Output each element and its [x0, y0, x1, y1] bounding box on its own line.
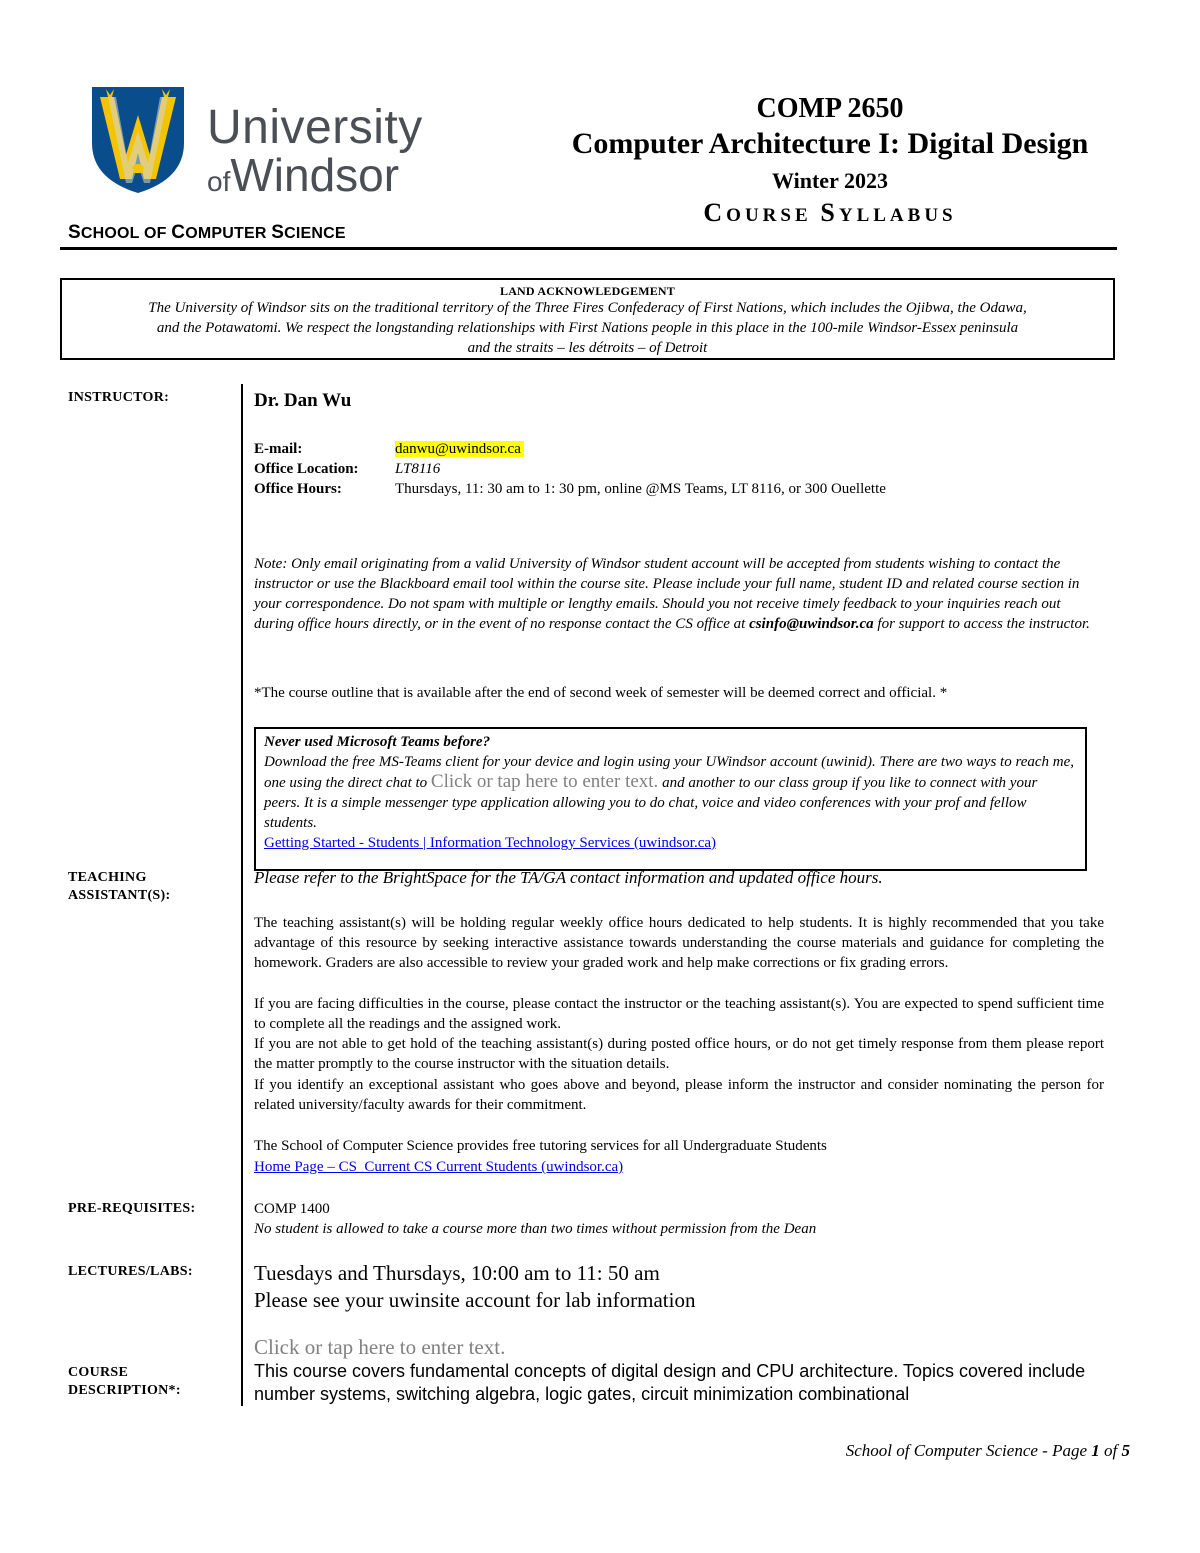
page-footer: School of Computer Science - Page 1 of 5	[845, 1441, 1130, 1460]
ms-teams-text: Download the free MS-Teams client for your device and login using your UWindsor account (uwinid). There are two ways to reach me, one using the direct chat to Click or tap here to enter text. and another to our class group if you like to connect with your peers. It is a simple messenger type application allowing you to do chat, voice and video conferences with your prof and fellow students.	[264, 754, 1075, 831]
ta-intro: Please refer to the BrightSpace for the TA/GA contact information and updated office hours.	[254, 868, 883, 887]
course-description: This course covers fundamental concepts of digital design and CPU architecture. Topics covered include number systems, switching algebra, logic gates, circuit minimization combinational	[254, 1361, 1086, 1404]
ta-paragraph-3: If you are not able to get hold of the teaching assistant(s) during posted office hours, or do not get timely response from them please report the matter promptly to the course instructor with the situation details.	[254, 1036, 1104, 1072]
instructor-email-row	[254, 439, 524, 459]
course-code: COMP 2650	[756, 93, 904, 124]
office-hours: Thursdays, 11: 30 am to 1: 30 pm, online @MS Teams, LT 8116, or 300 Ouellette	[395, 481, 886, 497]
university-shield-icon	[88, 83, 188, 195]
instructor-name: Dr. Dan Wu	[254, 390, 352, 411]
current-page: 1	[1091, 1441, 1100, 1460]
land-acknowledgement-box	[60, 278, 1115, 360]
lecture-schedule: Tuesdays and Thursdays, 10:00 am to 11: 50 am	[254, 1261, 660, 1285]
prereq-note: No student is allowed to take a course more than two times without permission from the Dean	[254, 1221, 817, 1237]
direct-chat-placeholder[interactable]: Click or tap here to enter text.	[430, 771, 659, 792]
ms-teams-title: Never used Microsoft Teams before?	[264, 734, 491, 750]
office-location-label: Office Location:	[254, 461, 359, 477]
total-pages: 5	[1121, 1441, 1130, 1460]
office-hours-label: Office Hours:	[254, 481, 342, 497]
tutoring-services-text: The School of Computer Science provides free tutoring services for all Undergraduate Students	[254, 1138, 827, 1154]
email-policy-note: Note: Only email originating from a valid University of Windsor student account will be accepted from students wishing to contact the instructor or use the Blackboard email tool within the course site. Please include your full name, student ID and related course section in your correspondence. Do not spam with multiple or lengthy emails. Should you not receive timely feedback to your inquiries reach out during office hours directly, or in the event of no response contact the CS office at csinfo@uwindsor.ca for support to access the instructor.	[254, 556, 1090, 632]
course-title-block	[530, 92, 1130, 233]
cs-office-email[interactable]: csinfo@uwindsor.ca	[749, 616, 874, 632]
ta-paragraph-2: If you are facing difficulties in the course, please contact the instructor or the teaching assistant(s). You are expected to spend sufficient time to complete all the readings and the assigned work.	[254, 996, 1104, 1032]
wordmark-of: of	[207, 166, 231, 197]
ta-paragraph-4: If you identify an exceptional assistant who goes above and beyond, please inform the instructor and consider nominating the person for related university/faculty awards for their commitment.	[254, 1077, 1104, 1113]
ms-teams-info-box	[254, 727, 1087, 871]
lab-info: Please see your uwinsite account for lab information	[254, 1288, 696, 1312]
instructor-email[interactable]: danwu@uwindsor.ca	[395, 441, 524, 457]
course-name: Computer Architecture I: Digital Design	[571, 127, 1089, 160]
land-acknowledgement-title: LAND ACKNOWLEDGEMENT	[499, 284, 676, 298]
office-location: LT8116	[395, 461, 441, 477]
label-prerequisites: PRE-REQUISITES:	[68, 1201, 196, 1216]
column-divider	[241, 384, 243, 1406]
course-term: Winter 2023	[772, 168, 888, 193]
ta-paragraph-1: The teaching assistant(s) will be holding regular weekly office hours dedicated to help students. It is highly recommended that you take advantage of this resource by seeking interactive assistance towards understanding the course materials and guidance for completing the homework. Graders are also accessible to review your graded work and help make corrections or fix grading errors.	[254, 915, 1104, 971]
label-teaching-assistants: TEACHING ASSISTANT(S):	[68, 870, 171, 903]
label-lectures-labs: LECTURES/LABS:	[68, 1264, 193, 1279]
land-acknowledgement-line3: and the straits – les détroits – of Detroit	[467, 340, 708, 356]
label-course-description: COURSE DESCRIPTION*:	[68, 1365, 181, 1398]
cs-current-students-link[interactable]: Home Page – CS_Current CS Current Students (uwindsor.ca)	[254, 1159, 624, 1175]
prereq-course: COMP 1400	[254, 1201, 330, 1217]
email-label: E-mail:	[254, 441, 303, 457]
land-acknowledgement-line2: and the Potawatomi. We respect the longstanding relationships with First Nations people in this place in the 100-mile Windsor-Essex peninsula	[156, 320, 1019, 336]
course-syllabus-heading: COURSE SYLLABUS	[703, 198, 957, 227]
label-instructor: INSTRUCTOR:	[68, 390, 170, 405]
ms-teams-getting-started-link[interactable]: Getting Started - Students | Information Technology Services (uwindsor.ca)	[264, 835, 716, 851]
land-acknowledgement-line1: The University of Windsor sits on the traditional territory of the Three Fires Confederacy of First Nations, which includes the Ojibwa, the Odawa,	[148, 300, 1027, 316]
school-name: SCHOOL OF COMPUTER SCIENCE	[68, 222, 346, 243]
instructor-office-row	[254, 459, 440, 479]
wordmark-university: University	[207, 101, 423, 154]
instructor-hours-row	[254, 479, 886, 499]
official-outline-note: *The course outline that is available after the end of second week of semester will be deemed correct and official. *	[254, 685, 948, 701]
header-divider	[60, 247, 1117, 250]
university-wordmark	[207, 101, 423, 201]
wordmark-windsor: Windsor	[230, 149, 400, 201]
lectures-placeholder[interactable]: Click or tap here to enter text.	[254, 1335, 506, 1359]
